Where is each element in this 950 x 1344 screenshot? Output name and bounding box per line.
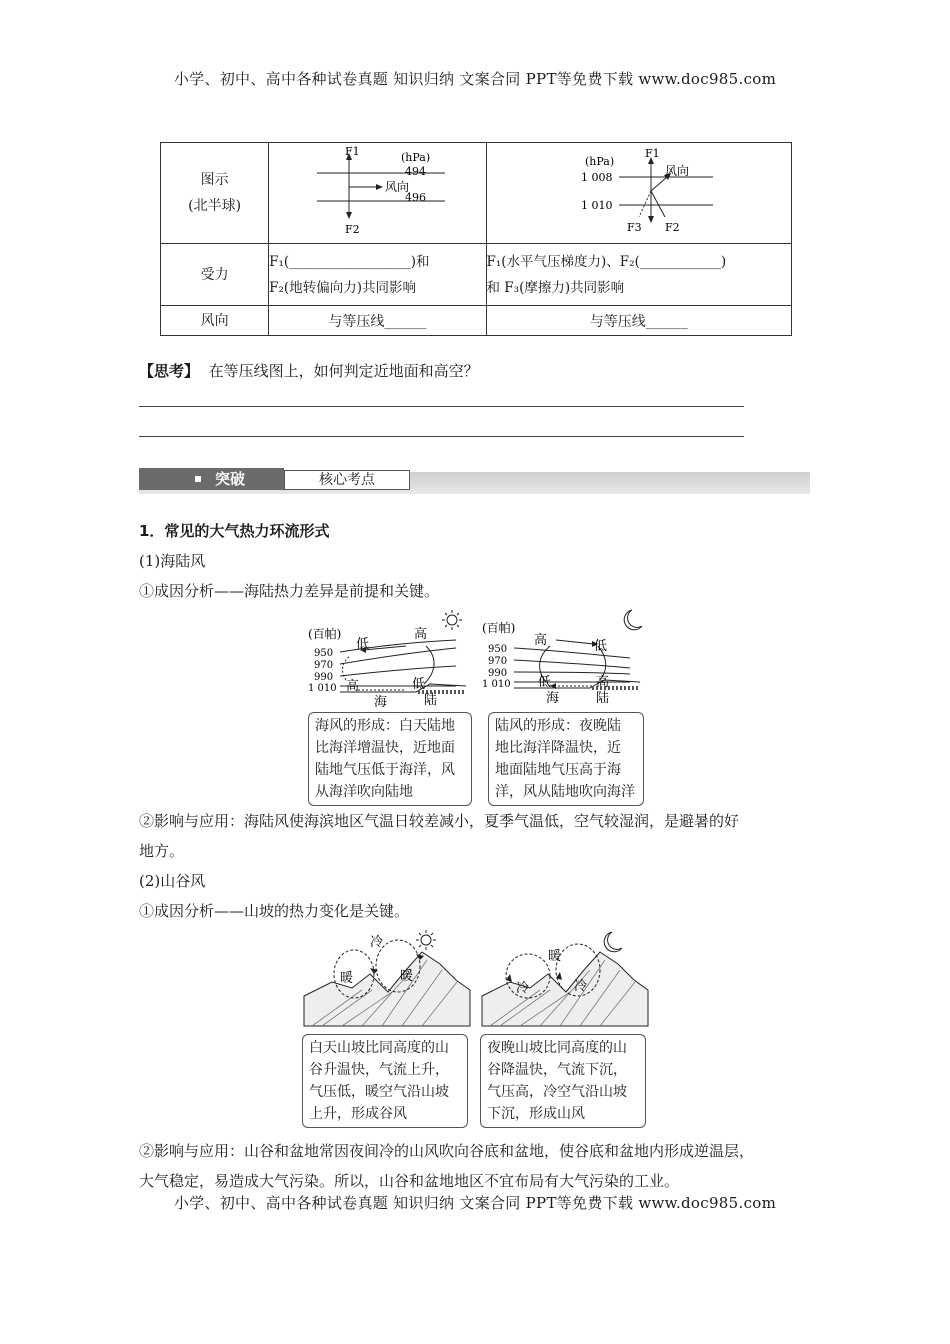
mountain-heading: (2)山谷风: [139, 872, 206, 890]
svg-text:F1: F1: [644, 147, 660, 160]
svg-text:F2: F2: [345, 223, 360, 236]
upper-air-wind-diagram: [269, 143, 485, 239]
svg-text:风向: 风向: [385, 180, 410, 194]
mountain-breeze-diagram: [480, 930, 650, 1030]
svg-text:950: 950: [488, 644, 508, 655]
svg-text:暖: 暖: [400, 969, 414, 984]
svg-text:高: 高: [534, 633, 548, 648]
wind-surface: 与等压线______: [486, 306, 792, 336]
diagram-upper-air: [269, 143, 486, 244]
svg-text:暖: 暖: [340, 971, 354, 986]
svg-text:F2: F2: [664, 221, 680, 234]
svg-text:低: 低: [412, 677, 426, 692]
svg-text:低: 低: [594, 639, 608, 654]
sun-icon: [416, 930, 436, 950]
svg-text:高: 高: [414, 627, 428, 642]
sea-land-heading: (1)海陆风: [139, 552, 206, 570]
surface-wind-diagram: [487, 143, 791, 239]
sea-land-cause: ①成因分析——海陆热力差异是前提和关键。: [139, 582, 440, 600]
svg-text:海: 海: [546, 691, 560, 706]
svg-text:F3: F3: [626, 221, 642, 234]
row-label-wind: 风向: [161, 306, 269, 336]
svg-text:(hPa): (hPa): [584, 155, 614, 168]
page-header: 小学、初中、高中各种试卷真题 知识归纳 文案合同 PPT等免费下载 www.doc985.com: [173, 70, 777, 88]
mountain-cause: ①成因分析——山坡的热力变化是关键。: [139, 902, 410, 920]
svg-text:496: 496: [405, 191, 427, 204]
svg-text:1 010: 1 010: [482, 679, 511, 690]
comparison-table: [160, 142, 792, 336]
sun-icon: [442, 610, 462, 630]
svg-text:(百帕): (百帕): [308, 627, 342, 641]
sea-breeze-caption: 海风的形成：白天陆地 比海洋增温快，近地面 陆地气压低于海洋，风 从海洋吹向陆地: [308, 712, 472, 806]
row-label-force: 受力: [161, 244, 269, 306]
svg-text:高: 高: [596, 675, 610, 690]
svg-text:990: 990: [314, 672, 334, 683]
svg-text:494: 494: [405, 165, 427, 178]
svg-text:970: 970: [488, 656, 508, 667]
sea-breeze-diagram: [306, 606, 476, 710]
svg-text:950: 950: [314, 648, 334, 659]
land-breeze-caption: 陆风的形成：夜晚陆 地比海洋降温快，近 地面陆地气压高于海 洋，风从陆地吹向海洋: [488, 712, 644, 806]
banner-left: 突破: [139, 468, 284, 490]
row-label-diagram: 图示 (北半球): [161, 143, 269, 244]
force-upper-air: F₁(__________________)和 F₂(地转偏向力)共同影响: [269, 244, 486, 306]
wind-upper-air: 与等压线______: [269, 306, 486, 336]
section-banner: [139, 468, 810, 494]
svg-text:暖: 暖: [548, 949, 562, 964]
diagram-surface: [486, 143, 792, 244]
svg-text:1 010: 1 010: [580, 199, 612, 212]
force-surface: F₁(水平气压梯度力)、F₂(____________) 和 F₃(摩擦力)共同影响: [486, 244, 792, 306]
svg-text:海: 海: [374, 695, 388, 710]
answer-line-2: [139, 436, 744, 437]
banner-right: 核心考点: [284, 470, 410, 490]
svg-text:冷: 冷: [574, 979, 588, 994]
svg-text:(百帕): (百帕): [482, 621, 516, 635]
mountain-effect: ②影响与应用：山谷和盆地常因夜间冷的山风吹向谷底和盆地，使谷底和盆地内形成逆温层， 大气稳定，易造成大气污染。所以，山谷和盆地地区不宜布局有大气污染的工业。: [139, 1142, 755, 1190]
sea-land-effect: ②影响与应用：海陆风使海滨地区气温日较差减小，夏季气温低，空气较湿润，是避暑的好 地方。: [139, 812, 740, 860]
valley-breeze-caption: 白天山坡比同高度的山 谷升温快，气流上升， 气压低，暖空气沿山坡 上升，形成谷风: [302, 1034, 468, 1128]
svg-text:高: 高: [346, 679, 360, 694]
svg-text:低: 低: [538, 675, 552, 690]
moon-icon: [624, 610, 642, 630]
svg-text:1 010: 1 010: [308, 683, 337, 694]
svg-text:陆: 陆: [596, 691, 610, 706]
think-question: 【思考】 在等压线图上，如何判定近地面和高空？: [139, 362, 479, 380]
svg-text:陆: 陆: [424, 693, 438, 708]
svg-text:(hPa): (hPa): [401, 151, 431, 164]
svg-text:F1: F1: [345, 145, 360, 158]
svg-text:1 008: 1 008: [580, 171, 612, 184]
answer-line-1: [139, 406, 744, 407]
svg-text:990: 990: [488, 668, 508, 679]
svg-text:冷: 冷: [516, 981, 530, 996]
section-title: 1．常见的大气热力环流形式: [139, 522, 330, 540]
svg-text:低: 低: [356, 637, 370, 652]
valley-breeze-diagram: [302, 930, 472, 1030]
page-footer: 小学、初中、高中各种试卷真题 知识归纳 文案合同 PPT等免费下载 www.doc985.com: [173, 1194, 777, 1212]
moon-icon: [604, 932, 622, 952]
svg-text:970: 970: [314, 660, 334, 671]
land-breeze-diagram: [480, 606, 650, 710]
svg-text:风向: 风向: [664, 164, 689, 178]
svg-text:冷: 冷: [370, 935, 384, 950]
mountain-breeze-caption: 夜晚山坡比同高度的山 谷降温快，气流下沉， 气压高，冷空气沿山坡 下沉，形成山风: [480, 1034, 646, 1128]
